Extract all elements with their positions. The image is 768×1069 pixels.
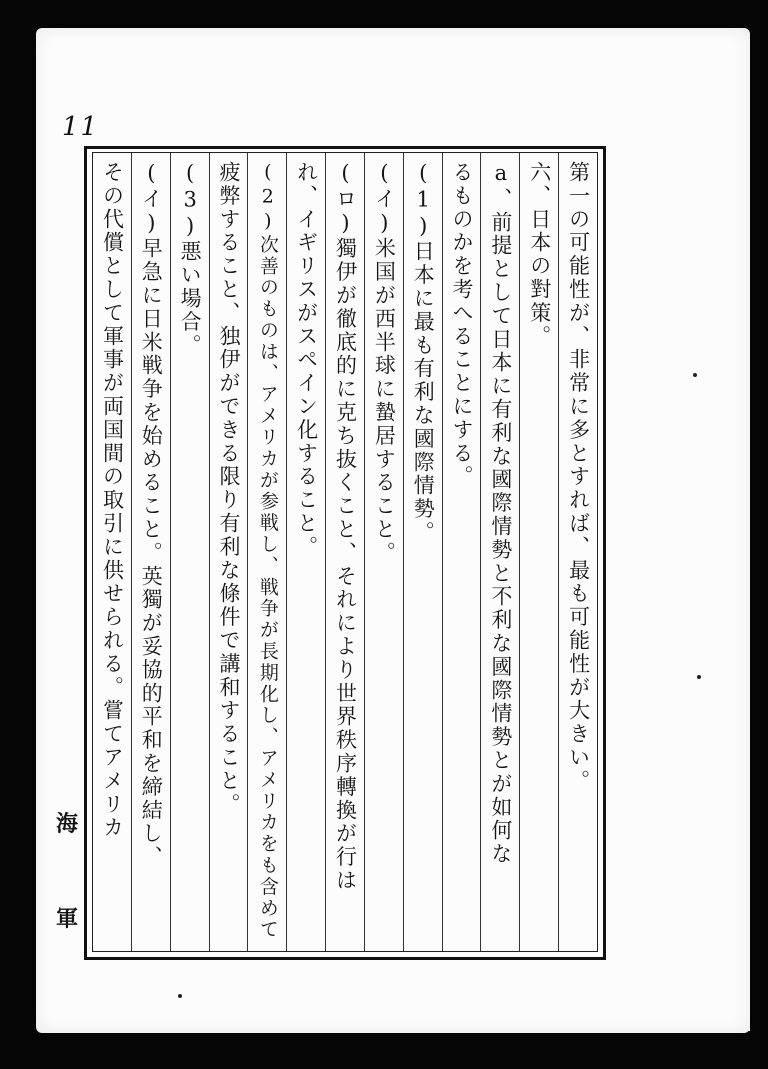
column-text-5: (1)日本に最も有利な國際情勢。 — [411, 161, 436, 545]
column-text-9: (2)次善のものは、アメリカが参戦し、戦争が長期化し、アメリカをも含めて — [256, 161, 279, 941]
manuscript-column-3 — [480, 153, 519, 951]
column-text-3: a、前提として日本に有利な國際情勢と不利な國際情勢とが如何な — [488, 161, 513, 866]
page-number: 11 — [62, 112, 100, 142]
manuscript-column-2 — [519, 153, 558, 951]
scan-speck — [697, 675, 701, 679]
column-text-13: その代償として軍事が両国間の取引に供せられる。嘗てアメリカ — [100, 161, 125, 840]
manuscript-column-13 — [93, 153, 131, 951]
stamp-char-navy-2: 軍 — [56, 906, 79, 932]
manuscript-column-5 — [403, 153, 442, 951]
manuscript-column-9 — [247, 153, 286, 951]
manuscript-column-7 — [325, 153, 364, 951]
column-text-7: (ロ)獨伊が徹底的に克ち抜くこと、それにより世界秩序轉換が行は — [333, 161, 358, 893]
column-text-4: るものかを考へることにする。 — [450, 161, 475, 489]
column-text-10: 疲弊すること、独伊ができる限り有利な條件で講和すること。 — [216, 161, 241, 817]
manuscript-column-8 — [286, 153, 325, 951]
scan-speck — [693, 373, 697, 377]
column-text-12: (イ)早急に日米戦争を始めること。英獨が妥協的平和を締結し、 — [139, 161, 164, 869]
manuscript-column-6 — [364, 153, 403, 951]
manuscript-column-11 — [170, 153, 209, 951]
column-text-8: れ、イギリスがスペイン化すること。 — [294, 161, 319, 559]
scan-edge-right — [750, 0, 768, 1069]
scan-speck — [178, 994, 182, 998]
manuscript-grid — [92, 152, 598, 952]
column-text-1: 第一の可能性が、非常に多とすれば、最も可能性が大きい。 — [566, 161, 591, 793]
scan-edge-bottom — [0, 1031, 768, 1069]
column-text-11: (3)悪い場合。 — [178, 161, 203, 358]
manuscript-column-4 — [442, 153, 481, 951]
column-text-2: 六、日本の對策。 — [527, 161, 552, 349]
manuscript-column-1 — [558, 153, 597, 951]
manuscript-column-12 — [131, 153, 170, 951]
column-text-6: (イ)米国が西半球に蟄居すること。 — [372, 161, 397, 565]
scan-edge-left — [0, 0, 40, 1069]
stamp-char-navy-1: 海 — [56, 811, 79, 837]
manuscript-column-10 — [209, 153, 248, 951]
